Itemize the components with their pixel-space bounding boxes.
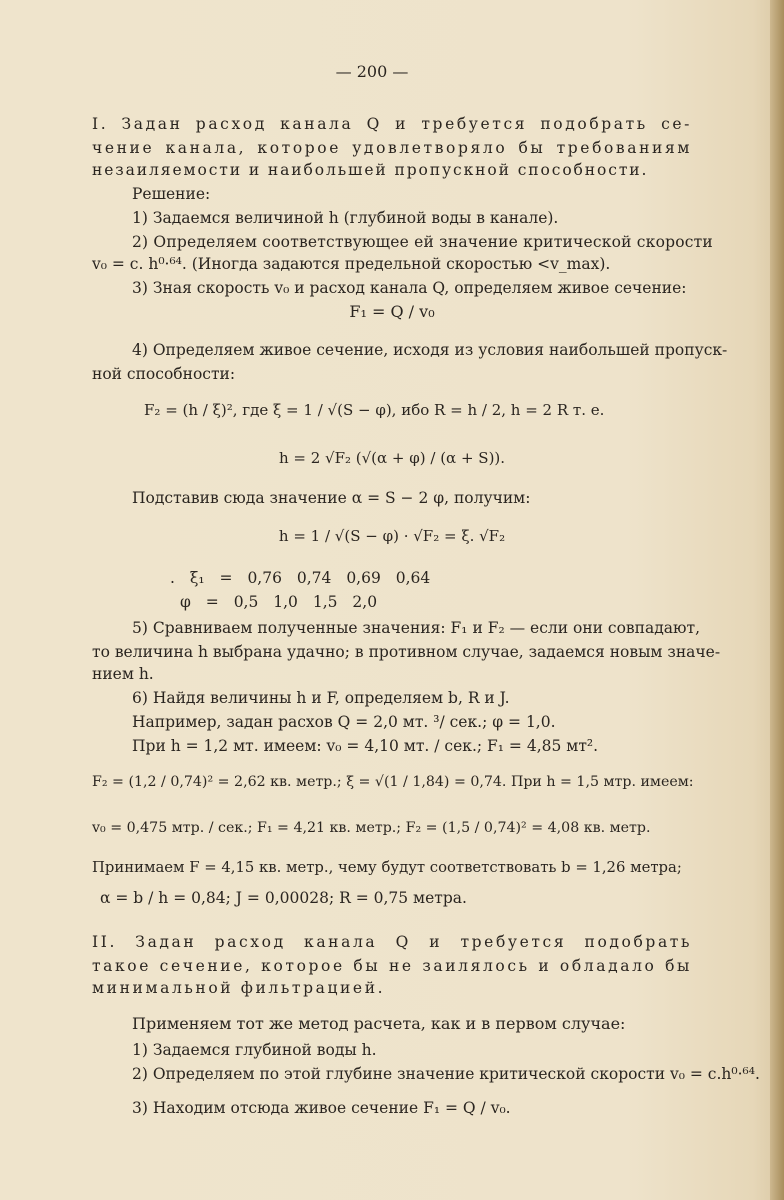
alpha-line: α = b / h = 0,84; J = 0,00028; R = 0,75 метра.: [100, 889, 467, 907]
section1-title-line3: незаиляемости и наибольшей пропускной способности.: [92, 161, 649, 179]
step2-line2: v₀ = c. h⁰·⁶⁴. (Иногда задаются предельной скоростью <v_max).: [92, 255, 611, 273]
step1: 1) Задаемся величиной h (глубиной воды в канале).: [132, 209, 559, 227]
calc-line1: F₂ = (1,2 / 0,74)² = 2,62 кв. метр.; ξ = √(1 / 1,84) = 0,74. При h = 1,5 мтр. имеем:: [92, 774, 694, 790]
section2-step1: 1) Задаемся глубиной воды h.: [132, 1041, 377, 1059]
section2-title-line1: II. Задан расход канала Q и требуется подобрать: [92, 933, 692, 951]
example-line: Например, задан расхов Q = 2,0 мт. ³/ сек.; φ = 1,0.: [132, 713, 556, 731]
page-number: — 200 —: [335, 62, 409, 81]
step2-line1: 2) Определяем соответствующее ей значение критической скорости: [132, 233, 713, 251]
step6: 6) Найдя величины h и F, определяем b, R и J.: [132, 689, 510, 707]
substitution-line: Подставив сюда значение α = S − 2 φ, получим:: [132, 489, 531, 507]
xi-values-row: . ξ₁ = 0,76 0,74 0,69 0,64: [170, 569, 431, 587]
step4-line1: 4) Определяем живое сечение, исходя из условия наибольшей пропуск-: [132, 341, 728, 359]
at-h-line: При h = 1,2 мт. имеем: v₀ = 4,10 мт. / сек.; F₁ = 4,85 мт².: [132, 737, 599, 755]
solution-label: Решение:: [132, 185, 211, 203]
step3: 3) Зная скорость v₀ и расход канала Q, определяем живое сечение:: [132, 279, 687, 297]
method-line: Применяем тот же метод расчета, как и в первом случае:: [132, 1014, 626, 1033]
formula-f1: F₁ = Q / v₀: [349, 302, 435, 321]
formula-h: h = 2 √F₂ (√(α + φ) / (α + S)).: [278, 449, 506, 467]
step5-line1: 5) Сравниваем полученные значения: F₁ и F₂ — если они совпадают,: [132, 619, 700, 637]
step5-line2: то величина h выбрана удачно; в противном случае, задаемся новым значе-: [92, 643, 721, 661]
step4-line2: ной способности:: [92, 365, 236, 383]
section1-title-line1: I. Задан расход канала Q и требуется подобрать се-: [92, 115, 692, 133]
page-edge: [770, 0, 784, 1200]
formula-h2: h = 1 / √(S − φ) · √F₂ = ξ. √F₂: [278, 527, 506, 545]
section2-title-line3: минимальной фильтрацией.: [92, 979, 386, 997]
section1-title-line2: чение канала, которое удовлетворяло бы требованиям: [92, 139, 692, 157]
accept-line: Принимаем F = 4,15 кв. метр., чему будут соответствовать b = 1,26 метра;: [92, 859, 682, 876]
section2-step2: 2) Определяем по этой глубине значение критической скорости v₀ = c.h⁰·⁶⁴.: [132, 1065, 760, 1083]
calc-line2: v₀ = 0,475 мтр. / сек.; F₁ = 4,21 кв. метр.; F₂ = (1,5 / 0,74)² = 4,08 кв. метр.: [92, 820, 651, 836]
section2-title-line2: такое сечение, которое бы не заилялось и обладало бы: [92, 957, 692, 975]
formula-f2: F₂ = (h / ξ)², где ξ = 1 / √(S − φ), ибо R = h / 2, h = 2 R т. е.: [144, 401, 605, 419]
step5-line3: нием h.: [92, 665, 154, 683]
section2-step3: 3) Находим отсюда живое сечение F₁ = Q / v₀.: [132, 1099, 511, 1117]
phi-values-row: φ = 0,5 1,0 1,5 2,0: [180, 593, 378, 611]
